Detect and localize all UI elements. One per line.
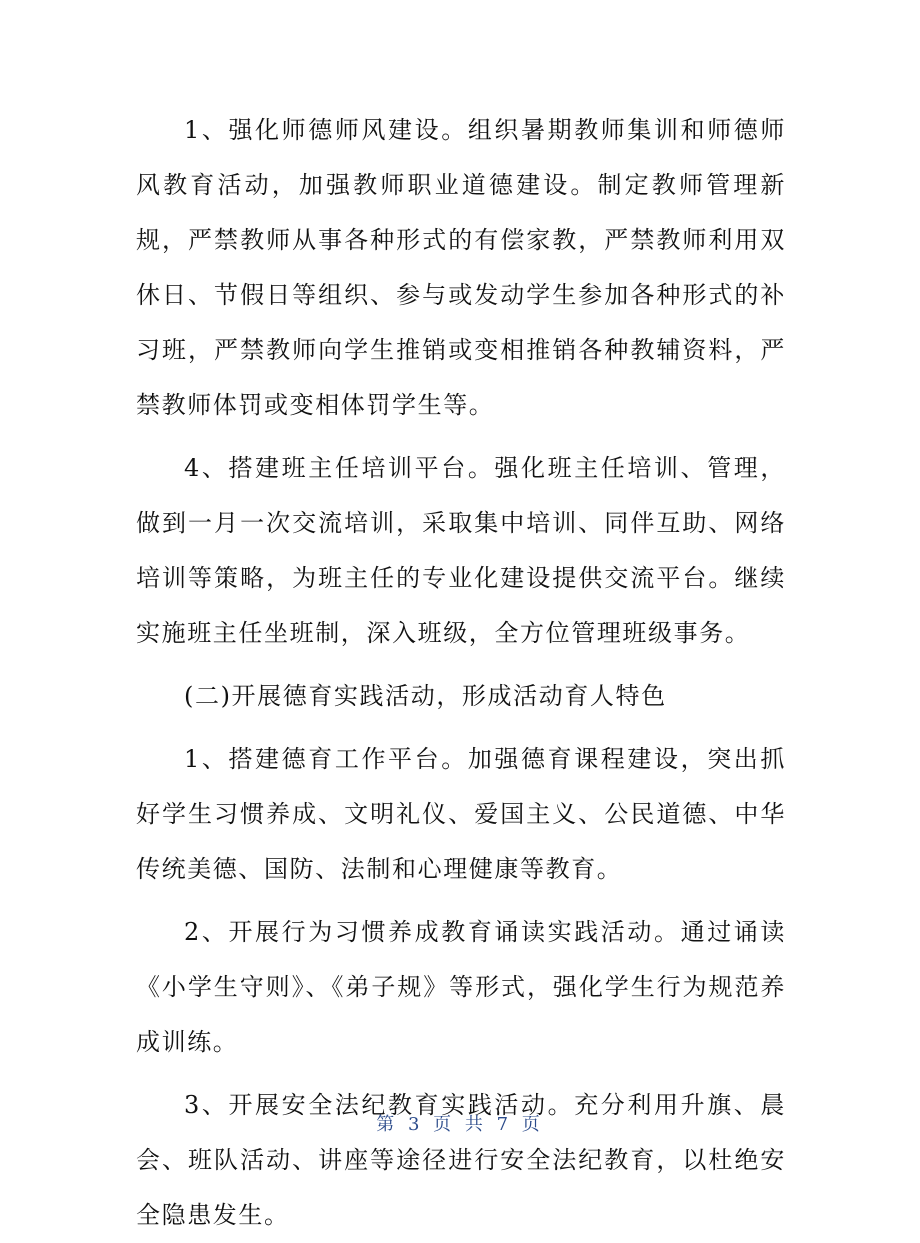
paragraph-safety-law: 3、开展安全法纪教育实践活动。充分利用升旗、晨会、班队活动、讲座等途径进行安全法纪教育，以杜绝安全隐患发生。	[136, 1091, 786, 1229]
paragraph-teacher-ethics: 1、强化师德师风建设。组织暑期教师集训和师德师风教育活动，加强教师职业道德建设。制定教师管理新规，严禁教师从事各种形式的有偿家教，严禁教师利用双休日、节假日等组织、参与或发动学生参加各种形式的补习班，严禁教师向学生推销或变相推销各种教辅资料，严禁教师体罚或变相体罚学生等。	[136, 116, 786, 419]
section-heading-moral-practice: (二)开展德育实践活动，形成活动育人特色	[184, 682, 667, 710]
paragraph-moral-platform: 1、搭建德育工作平台。加强德育课程建设，突出抓好学生习惯养成、文明礼仪、爱国主义、公民道德、中华传统美德、国防、法制和心理健康等教育。	[136, 745, 786, 883]
paragraph-head-teacher-training: 4、搭建班主任培训平台。强化班主任培训、管理，做到一月一次交流培训，采取集中培训、同伴互助、网络培训等策略，为班主任的专业化建设提供交流平台。继续实施班主任坐班制，深入班级，全方位管理班级事务。	[136, 454, 786, 647]
document-body	[136, 103, 786, 1243]
paragraph-habit-recitation: 2、开展行为习惯养成教育诵读实践活动。通过诵读《小学生守则》、《弟子规》等形式，强化学生行为规范养成训练。	[136, 918, 786, 1056]
page-number-footer: 第 3 页 共 7 页	[376, 1114, 544, 1135]
